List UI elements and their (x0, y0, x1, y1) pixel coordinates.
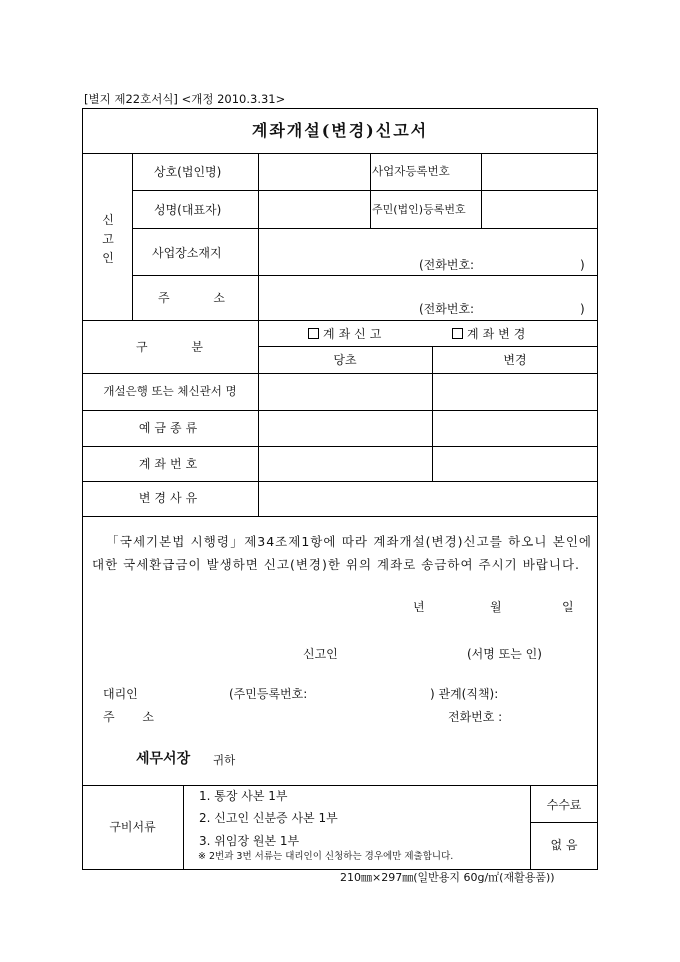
agent-address-label: 주 소 (103, 710, 154, 724)
rule (258, 228, 259, 320)
signature-hint: (서명 또는 인) (467, 647, 542, 661)
rule (432, 346, 433, 481)
form-number: [별지 제22호서식] <개정 2010.3.31> (84, 92, 286, 106)
fee-value: 없 음 (550, 838, 578, 852)
documents-note: ※ 2번과 3번 서류는 대리인이 신청하는 경우에만 제출합니다. (198, 851, 454, 862)
name-label: 성명(대표자) (154, 203, 222, 217)
honorific-label: 귀하 (213, 753, 236, 767)
date-year-label: 년 (413, 600, 425, 614)
business-reg-no-label: 사업자등록번호 (372, 164, 450, 178)
statement-body: 「국세기본법 시행령」제34조제1항에 따라 계좌개설(변경)신고를 하오니 본인에 대한 국세환급금이 발생하면 신고(변경)한 위의 계좌로 송금하여 주시기 바랍니다. (92, 534, 592, 572)
rule (258, 153, 259, 228)
bank-label: 개설은행 또는 체신관서 명 (103, 384, 237, 398)
option-change-account[interactable] (452, 328, 529, 340)
document-item: 3. 위임장 원본 1부 (199, 834, 300, 848)
rule (82, 446, 598, 447)
rule (370, 153, 371, 228)
option-change-label: 계좌변경 (467, 327, 530, 341)
agent-label: 대리인 (103, 687, 138, 701)
rule (258, 320, 259, 516)
recipient-label: 세무서장 (136, 751, 191, 767)
resident-reg-no-label: 주민(법인)등록번호 (372, 203, 466, 216)
rule (82, 481, 598, 482)
rule (132, 190, 598, 191)
address-phone-label: (전화번호: (419, 302, 475, 316)
rule (82, 320, 598, 321)
rule (82, 785, 598, 786)
rule (82, 153, 598, 154)
rule (82, 373, 598, 374)
business-phone-close: ) (580, 258, 585, 272)
checkbox-icon (308, 328, 319, 339)
address-phone-close: ) (580, 302, 585, 316)
rule (132, 275, 598, 276)
reporter-section-label: 신고인 (102, 213, 114, 265)
rule (530, 822, 598, 823)
category-label: 구 분 (136, 340, 203, 354)
business-phone-label: (전화번호: (419, 258, 475, 272)
change-reason-label: 변경사유 (138, 491, 202, 505)
rule (258, 346, 598, 347)
reporter-signature-label: 신고인 (303, 647, 338, 661)
paper-spec: 210㎜×297㎜(일반용지 60g/㎡(재활용품)) (340, 871, 555, 884)
date-month-label: 월 (490, 600, 502, 614)
rule (183, 785, 184, 870)
option-open-label: 계좌신고 (323, 327, 386, 341)
document-item: 2. 신고인 신분증 사본 1부 (199, 811, 338, 825)
business-address-label: 사업장소재지 (152, 246, 222, 260)
rule (481, 153, 482, 228)
rule (530, 785, 531, 870)
trade-name-label: 상호(법인명) (154, 165, 222, 179)
col-initial-header: 당초 (333, 353, 357, 367)
account-no-label: 계좌번호 (138, 457, 202, 471)
option-open-account[interactable] (308, 328, 385, 340)
rule (82, 410, 598, 411)
date-day-label: 일 (562, 600, 574, 614)
col-changed-header: 변경 (503, 353, 527, 367)
rule (132, 153, 133, 320)
deposit-type-label: 예금종류 (138, 421, 202, 435)
document-item: 1. 통장 사본 1부 (199, 789, 288, 803)
fee-label: 수수료 (546, 798, 582, 812)
address-label: 주 소 (158, 291, 225, 305)
agent-relation-label: ) 관계(직책): (430, 687, 499, 701)
agent-phone-label: 전화번호 : (448, 710, 503, 724)
agent-id-label: (주민등록번호: (229, 687, 308, 701)
documents-label: 구비서류 (109, 820, 156, 834)
rule (132, 228, 598, 229)
rule (82, 516, 598, 517)
page-title: 계좌개설(변경)신고서 (251, 121, 429, 140)
checkbox-icon (452, 328, 463, 339)
